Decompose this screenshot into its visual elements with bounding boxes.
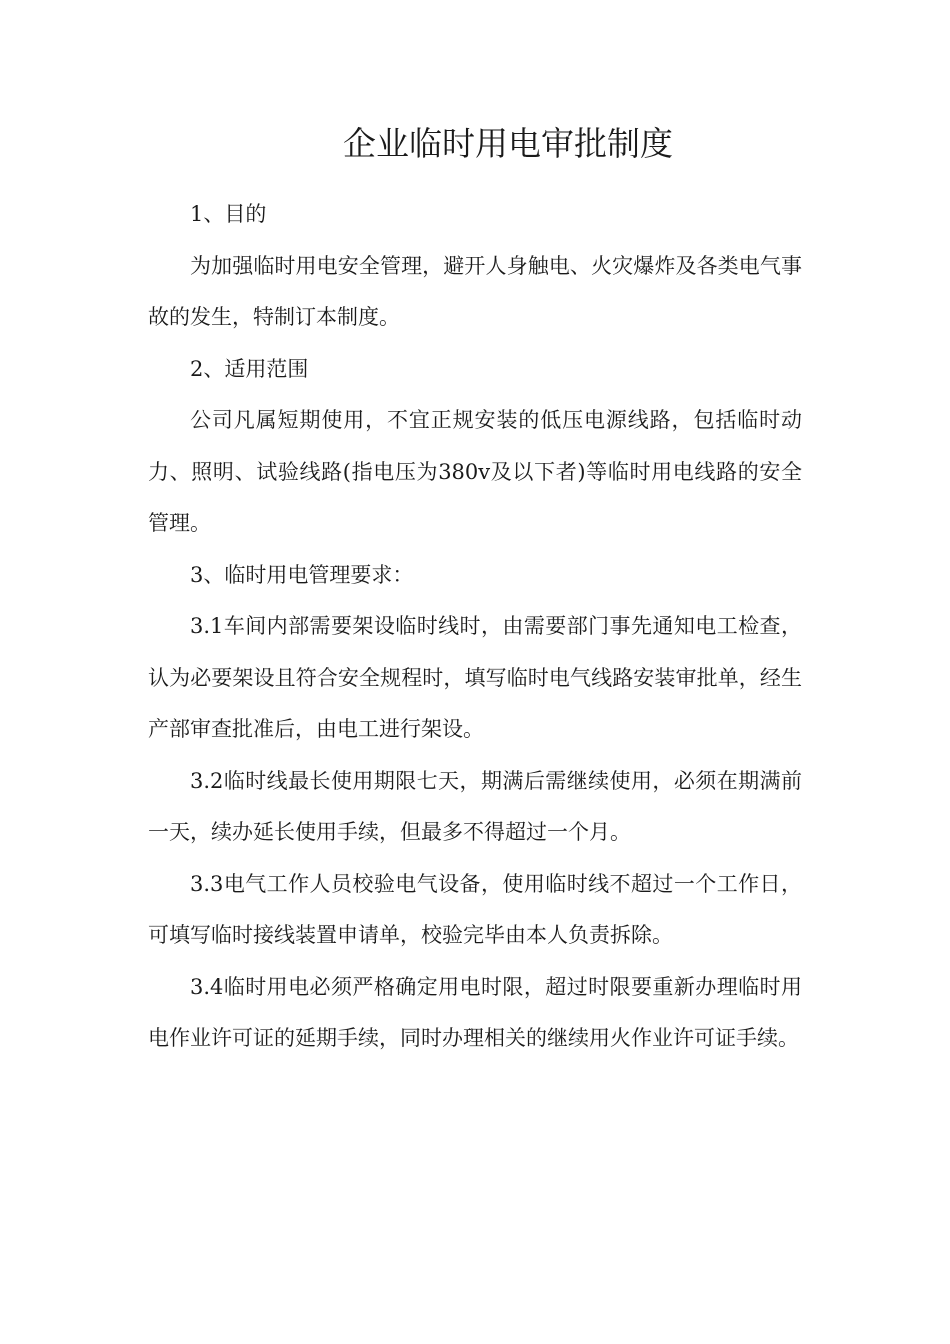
document-title: 企业临时用电审批制度	[343, 124, 673, 163]
paragraph-3-3: 3.3电气工作人员校验电气设备，使用临时线不超过一个工作日，可填写临时接线装置申请单，校验完毕由本人负责拆除。	[148, 871, 802, 947]
paragraph-purpose: 为加强临时用电安全管理，避开人身触电、火灾爆炸及各类电气事故的发生，特制订本制度。	[148, 253, 802, 329]
heading-requirements: 3、临时用电管理要求：	[190, 562, 414, 587]
paragraph-3-1: 3.1车间内部需要架设临时线时，由需要部门事先通知电工检查，认为必要架设且符合安全规程时，填写临时电气线路安装审批单，经生产部审查批准后，由电工进行架设。	[148, 614, 802, 741]
heading-purpose: 1、目的	[190, 202, 267, 226]
document-body	[148, 189, 802, 1065]
paragraph-3-4: 3.4临时用电必须严格确定用电时限，超过时限要重新办理临时用电作业许可证的延期手续，同时办理相关的继续用火作业许可证手续。	[148, 974, 802, 1050]
paragraph-scope: 公司凡属短期使用，不宜正规安装的低压电源线路，包括临时动力、照明、试验线路(指电压为380v及以下者)等临时用电线路的安全管理。	[148, 408, 802, 535]
paragraph-3-2: 3.2临时线最长使用期限七天，期满后需继续使用，必须在期满前一天，续办延长使用手续，但最多不得超过一个月。	[148, 768, 802, 844]
heading-scope: 2、适用范围	[190, 356, 309, 381]
